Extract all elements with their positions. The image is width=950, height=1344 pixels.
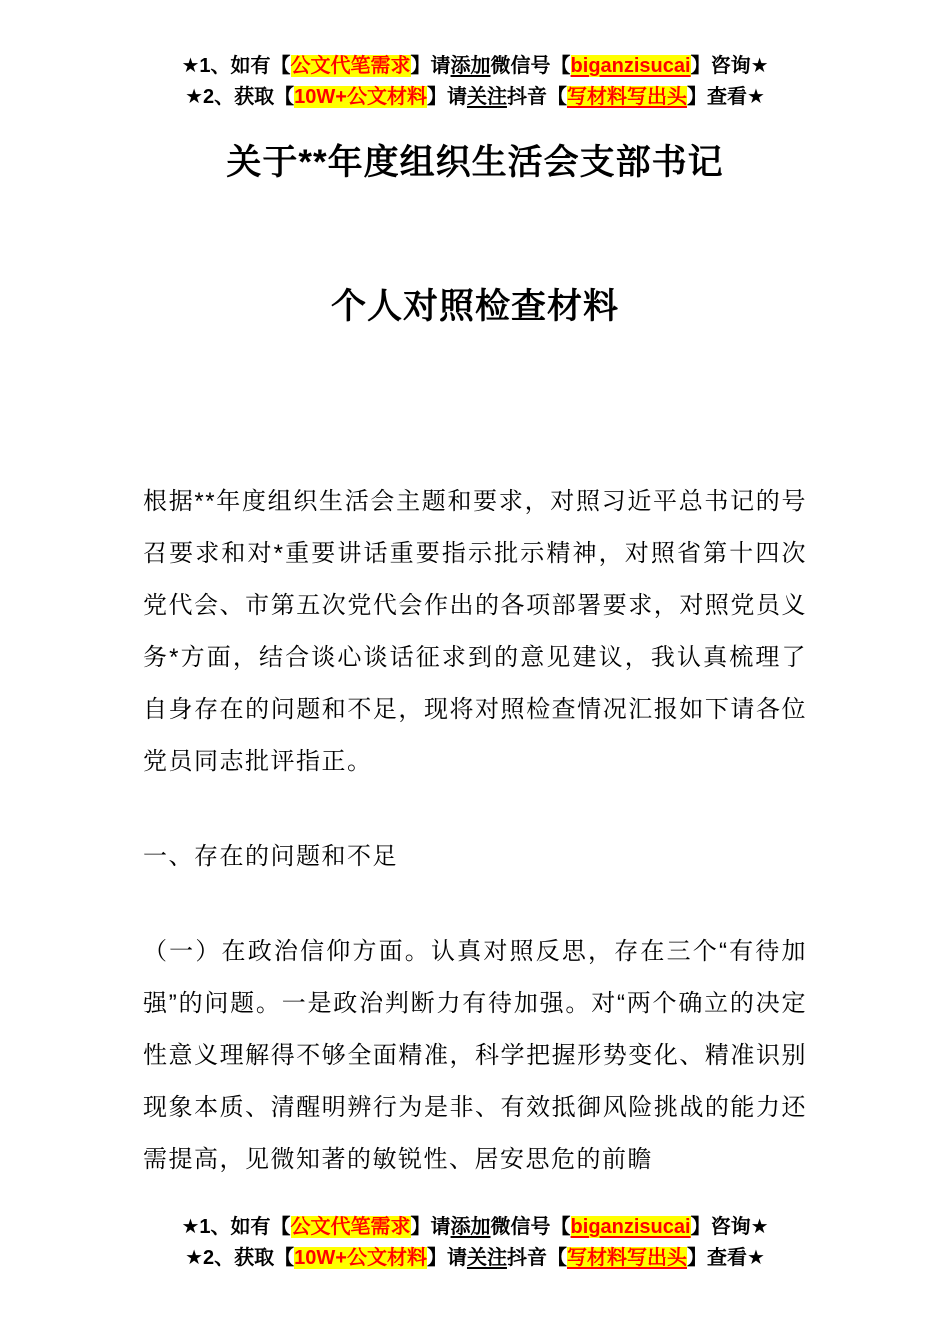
promo-highlight-term: 10W+公文材料 [294, 86, 427, 108]
promo-text: 抖音【 [506, 86, 567, 108]
promo-douyin-id: 写材料写出头 [566, 1247, 687, 1269]
section-1-paragraph: （一）在政治信仰方面。认真对照反思，存在三个“有待加强”的问题。一是政治判断力有待加强。对“两个确立的决定性意义理解得不够全面精准，科学把握形势变化、精准识别现象本质、清醒明辨行为是非、有效抵御风险挑战的能力还需提高，见微知著的敏锐性、居安思危的前瞻 [143, 938, 807, 1173]
promo-header-line-1 [0, 51, 950, 82]
promo-highlight-term: 10W+公文材料 [294, 1247, 427, 1269]
promo-text: 】查看★ [686, 86, 765, 108]
promo-text: 微信号【 [490, 1216, 571, 1238]
document-title-line1: 关于**年度组织生活会支部书记 [226, 143, 724, 182]
promo-underline-word: 添加 [450, 1216, 491, 1238]
promo-text: 】请 [426, 1247, 467, 1269]
promo-text: 】咨询★ [690, 55, 769, 77]
promo-text: ★2、获取【 [185, 1247, 295, 1269]
promo-text: ★1、如有【 [181, 55, 291, 77]
intro-paragraph: 根据**年度组织生活会主题和要求，对照习近平总书记的号召要求和对*重要讲话重要指示批示精神，对照省第十四次党代会、市第五次党代会作出的各项部署要求，对照党员义务*方面，结合谈心谈话征求到的意见建议，我认真梳理了自身存在的问题和不足，现将对照检查情况汇报如下请各位党员同志批评指正。 [143, 488, 807, 775]
promo-text: 微信号【 [490, 55, 571, 77]
promo-header [0, 0, 950, 113]
promo-underline-word: 关注 [466, 86, 507, 108]
promo-footer-line-1 [0, 1212, 950, 1243]
promo-footer [0, 1212, 950, 1274]
promo-text: 抖音【 [506, 1247, 567, 1269]
promo-footer-line-2 [0, 1243, 950, 1274]
promo-text: 】查看★ [686, 1247, 765, 1269]
promo-text: 】咨询★ [690, 1216, 769, 1238]
promo-highlight-term: 公文代笔需求 [290, 1216, 411, 1238]
section-1-heading: 一、存在的问题和不足 [143, 843, 398, 870]
promo-text: 】请 [410, 55, 451, 77]
promo-underline-word: 添加 [450, 55, 491, 77]
promo-text: 】请 [426, 86, 467, 108]
promo-text: ★1、如有【 [181, 1216, 291, 1238]
promo-header-line-2 [0, 82, 950, 113]
promo-wechat-id: biganzisucai [570, 55, 691, 77]
promo-text: 】请 [410, 1216, 451, 1238]
promo-text: ★2、获取【 [185, 86, 295, 108]
promo-highlight-term: 公文代笔需求 [290, 55, 411, 77]
promo-underline-word: 关注 [466, 1247, 507, 1269]
promo-douyin-id: 写材料写出头 [566, 86, 687, 108]
document-title-line2: 个人对照检查材料 [330, 287, 619, 326]
promo-wechat-id: biganzisucai [570, 1216, 691, 1238]
